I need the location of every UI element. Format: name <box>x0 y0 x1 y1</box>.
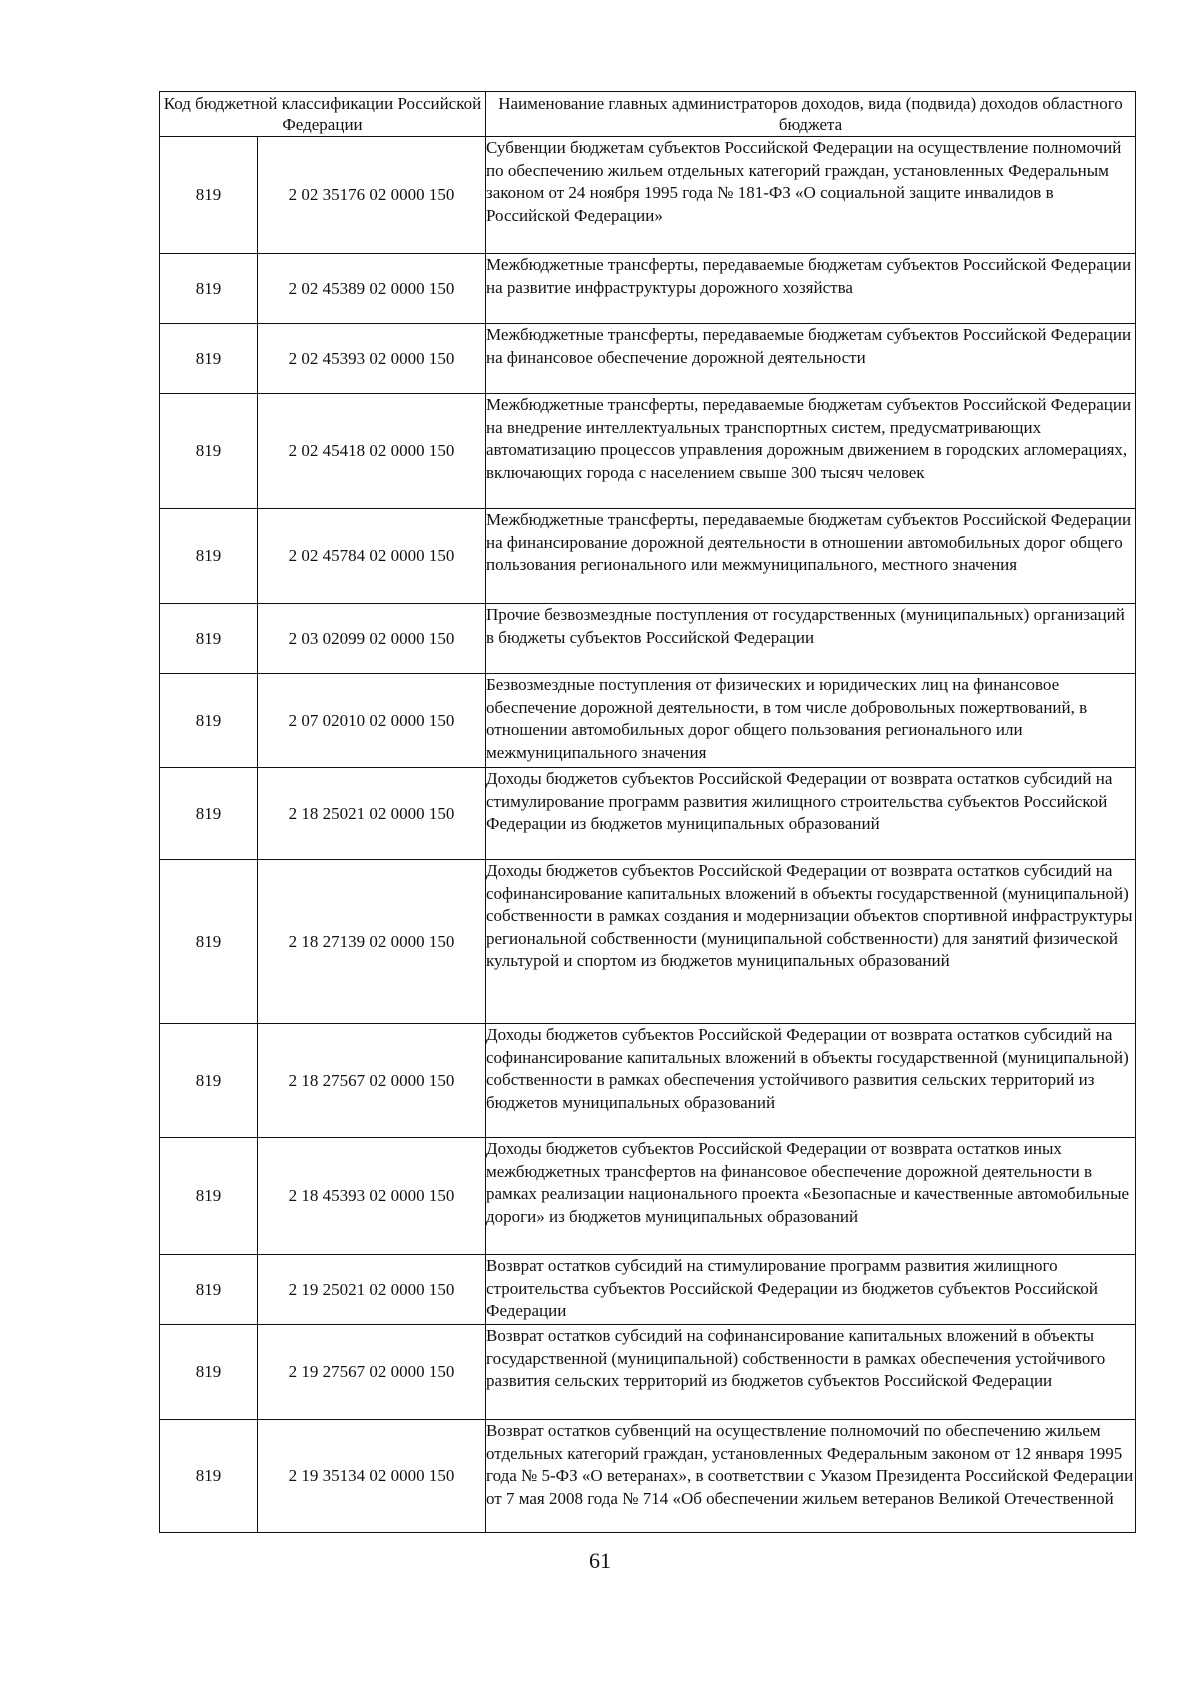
budget-code: 2 19 27567 02 0000 150 <box>258 1325 486 1420</box>
admin-code: 819 <box>160 860 258 1024</box>
income-name: Доходы бюджетов субъектов Российской Федерации от возврата остатков субсидий на софинансирование капитальных вложений в объекты государственной (муниципальной) собственности в рамках создания и модернизации объектов спортивной инфраструктуры региональной собственности (муниципальной собственности) для занятий физической культурой и спортом из бюджетов муниципальных образований <box>486 860 1136 1024</box>
admin-code: 819 <box>160 1138 258 1255</box>
income-name: Прочие безвозмездные поступления от государственных (муниципальных) организаций в бюджеты субъектов Российской Федерации <box>486 604 1136 674</box>
budget-code: 2 02 45784 02 0000 150 <box>258 509 486 604</box>
budget-code: 2 02 45389 02 0000 150 <box>258 254 486 324</box>
admin-code: 819 <box>160 137 258 254</box>
admin-code: 819 <box>160 394 258 509</box>
admin-code: 819 <box>160 254 258 324</box>
income-name: Доходы бюджетов субъектов Российской Федерации от возврата остатков иных межбюджетных трансфертов на финансовое обеспечение дорожной деятельности в рамках реализации национального проекта «Безопасные и качественные автомобильные дороги» из бюджетов муниципальных образований <box>486 1138 1136 1255</box>
budget-code: 2 03 02099 02 0000 150 <box>258 604 486 674</box>
income-name: Возврат остатков субвенций на осуществление полномочий по обеспечению жильем отдельных категорий граждан, установленных Федеральным законом от 12 января 1995 года № 5-ФЗ «О ветеранах», в соответствии с Указом Президента Российской Федерации от 7 мая 2008 года № 714 «Об обеспечении жильем ветеранов Великой Отечественной <box>486 1421 1134 1508</box>
income-name: Субвенции бюджетам субъектов Российской Федерации на осуществление полномочий по обеспечению жильем отдельных категорий граждан, установленных Федеральным законом от 24 ноября 1995 года № 181-ФЗ «О социальной защите инвалидов в Российской Федерации» <box>486 137 1136 254</box>
budget-code: 2 02 45418 02 0000 150 <box>258 394 486 509</box>
budget-classification-table <box>159 91 1136 1533</box>
budget-code: 2 02 35176 02 0000 150 <box>258 137 486 254</box>
admin-code: 819 <box>160 768 258 860</box>
table-row <box>160 254 1136 324</box>
table-header-row <box>160 92 1136 137</box>
header-administrator-name: Наименование главных администраторов доходов, вида (подвида) доходов областного бюджета <box>486 92 1136 137</box>
admin-code: 819 <box>160 674 258 768</box>
admin-code: 819 <box>160 324 258 394</box>
budget-code: 2 18 27567 02 0000 150 <box>258 1024 486 1138</box>
budget-code: 2 18 25021 02 0000 150 <box>258 768 486 860</box>
budget-code: 2 02 45393 02 0000 150 <box>258 324 486 394</box>
admin-code: 819 <box>160 1024 258 1138</box>
budget-code: 2 18 45393 02 0000 150 <box>258 1138 486 1255</box>
budget-code: 2 18 27139 02 0000 150 <box>258 860 486 1024</box>
table-row <box>160 674 1136 768</box>
table-row <box>160 509 1136 604</box>
income-name-cell <box>486 1420 1136 1533</box>
page-number: 61 <box>589 1548 611 1573</box>
income-name: Возврат остатков субсидий на стимулирование программ развития жилищного строительства субъектов Российской Федерации из бюджетов субъектов Российской Федерации <box>486 1255 1136 1325</box>
admin-code: 819 <box>160 509 258 604</box>
income-name: Межбюджетные трансферты, передаваемые бюджетам субъектов Российской Федерации на внедрение интеллектуальных транспортных систем, предусматривающих автоматизацию процессов управления дорожным движением в городских агломерациях, включающих города с населением свыше 300 тысяч человек <box>486 394 1136 509</box>
admin-code: 819 <box>160 1255 258 1325</box>
table-row <box>160 1024 1136 1138</box>
table-row <box>160 1325 1136 1420</box>
table-row <box>160 1420 1136 1533</box>
table-row <box>160 394 1136 509</box>
income-name: Межбюджетные трансферты, передаваемые бюджетам субъектов Российской Федерации на финансирование дорожной деятельности в отношении автомобильных дорог общего пользования регионального или межмуниципального, местного значения <box>486 509 1136 604</box>
table-row <box>160 1255 1136 1325</box>
table-row <box>160 604 1136 674</box>
income-name: Межбюджетные трансферты, передаваемые бюджетам субъектов Российской Федерации на развитие инфраструктуры дорожного хозяйства <box>486 254 1136 324</box>
income-name: Доходы бюджетов субъектов Российской Федерации от возврата остатков субсидий на софинансирование капитальных вложений в объекты государственной (муниципальной) собственности в рамках обеспечения устойчивого развития сельских территорий из бюджетов муниципальных образований <box>486 1024 1136 1138</box>
budget-code: 2 19 25021 02 0000 150 <box>258 1255 486 1325</box>
budget-code: 2 19 35134 02 0000 150 <box>258 1420 486 1533</box>
income-name: Межбюджетные трансферты, передаваемые бюджетам субъектов Российской Федерации на финансовое обеспечение дорожной деятельности <box>486 324 1136 394</box>
budget-code: 2 07 02010 02 0000 150 <box>258 674 486 768</box>
income-name: Возврат остатков субсидий на софинансирование капитальных вложений в объекты государственной (муниципальной) собственности в рамках обеспечения устойчивого развития сельских территорий из бюджетов субъектов Российской Федерации <box>486 1325 1136 1420</box>
table-row <box>160 324 1136 394</box>
admin-code: 819 <box>160 1420 258 1533</box>
income-name: Доходы бюджетов субъектов Российской Федерации от возврата остатков субсидий на стимулирование программ развития жилищного строительства субъектов Российской Федерации из бюджетов муниципальных образований <box>486 768 1136 860</box>
table-row <box>160 860 1136 1024</box>
table-row <box>160 768 1136 860</box>
table-row <box>160 1138 1136 1255</box>
admin-code: 819 <box>160 1325 258 1420</box>
income-name: Безвозмездные поступления от физических и юридических лиц на финансовое обеспечение дорожной деятельности, в том числе добровольных пожертвований, в отношении автомобильных дорог общего пользования регионального или межмуниципального значения <box>486 674 1136 768</box>
header-code-classification: Код бюджетной классификации Российской Федерации <box>160 92 486 137</box>
admin-code: 819 <box>160 604 258 674</box>
table-row <box>160 137 1136 254</box>
